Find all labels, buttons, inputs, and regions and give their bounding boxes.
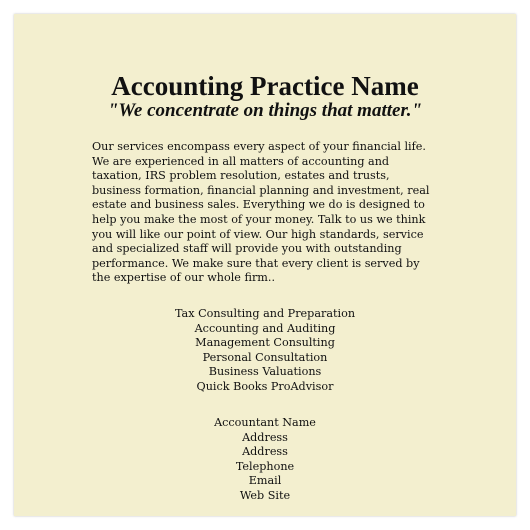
address-line-1: Address: [242, 430, 288, 444]
service-item: Business Valuations: [208, 365, 322, 379]
accountant-name: Accountant Name: [214, 416, 316, 429]
services-description: Our services encompass every aspect of your financial life. We are experienced in all matters of accounting and taxation, IRS problem resolution, estates and trusts, business formation, financial planning and investment, real estate and business sales. Everything we do is designed to help you make the most of your money. Talk to us we think you will like our point of view. Our high standards, service and specialized staff will provide you with outstanding performance. We make sure that every client is served by the expertise of our whole firm..: [92, 140, 430, 285]
address-line-2: Address: [242, 445, 288, 459]
flyer-sheet: [14, 14, 516, 516]
email: Email: [248, 474, 282, 488]
service-item: Management Consulting: [195, 336, 335, 350]
service-item: Accounting and Auditing: [194, 321, 336, 335]
service-item: Personal Consultation: [202, 350, 328, 364]
service-item: Quick Books ProAdvisor: [196, 379, 334, 393]
service-item: Tax Consulting and Preparation: [174, 307, 356, 320]
telephone: Telephone: [235, 459, 295, 473]
tagline: "We concentrate on things that matter.": [107, 100, 423, 121]
services-list: [14, 307, 516, 395]
contact-block: [14, 416, 516, 504]
practice-name-title: Accounting Practice Name: [111, 71, 419, 101]
website: Web Site: [239, 488, 291, 502]
